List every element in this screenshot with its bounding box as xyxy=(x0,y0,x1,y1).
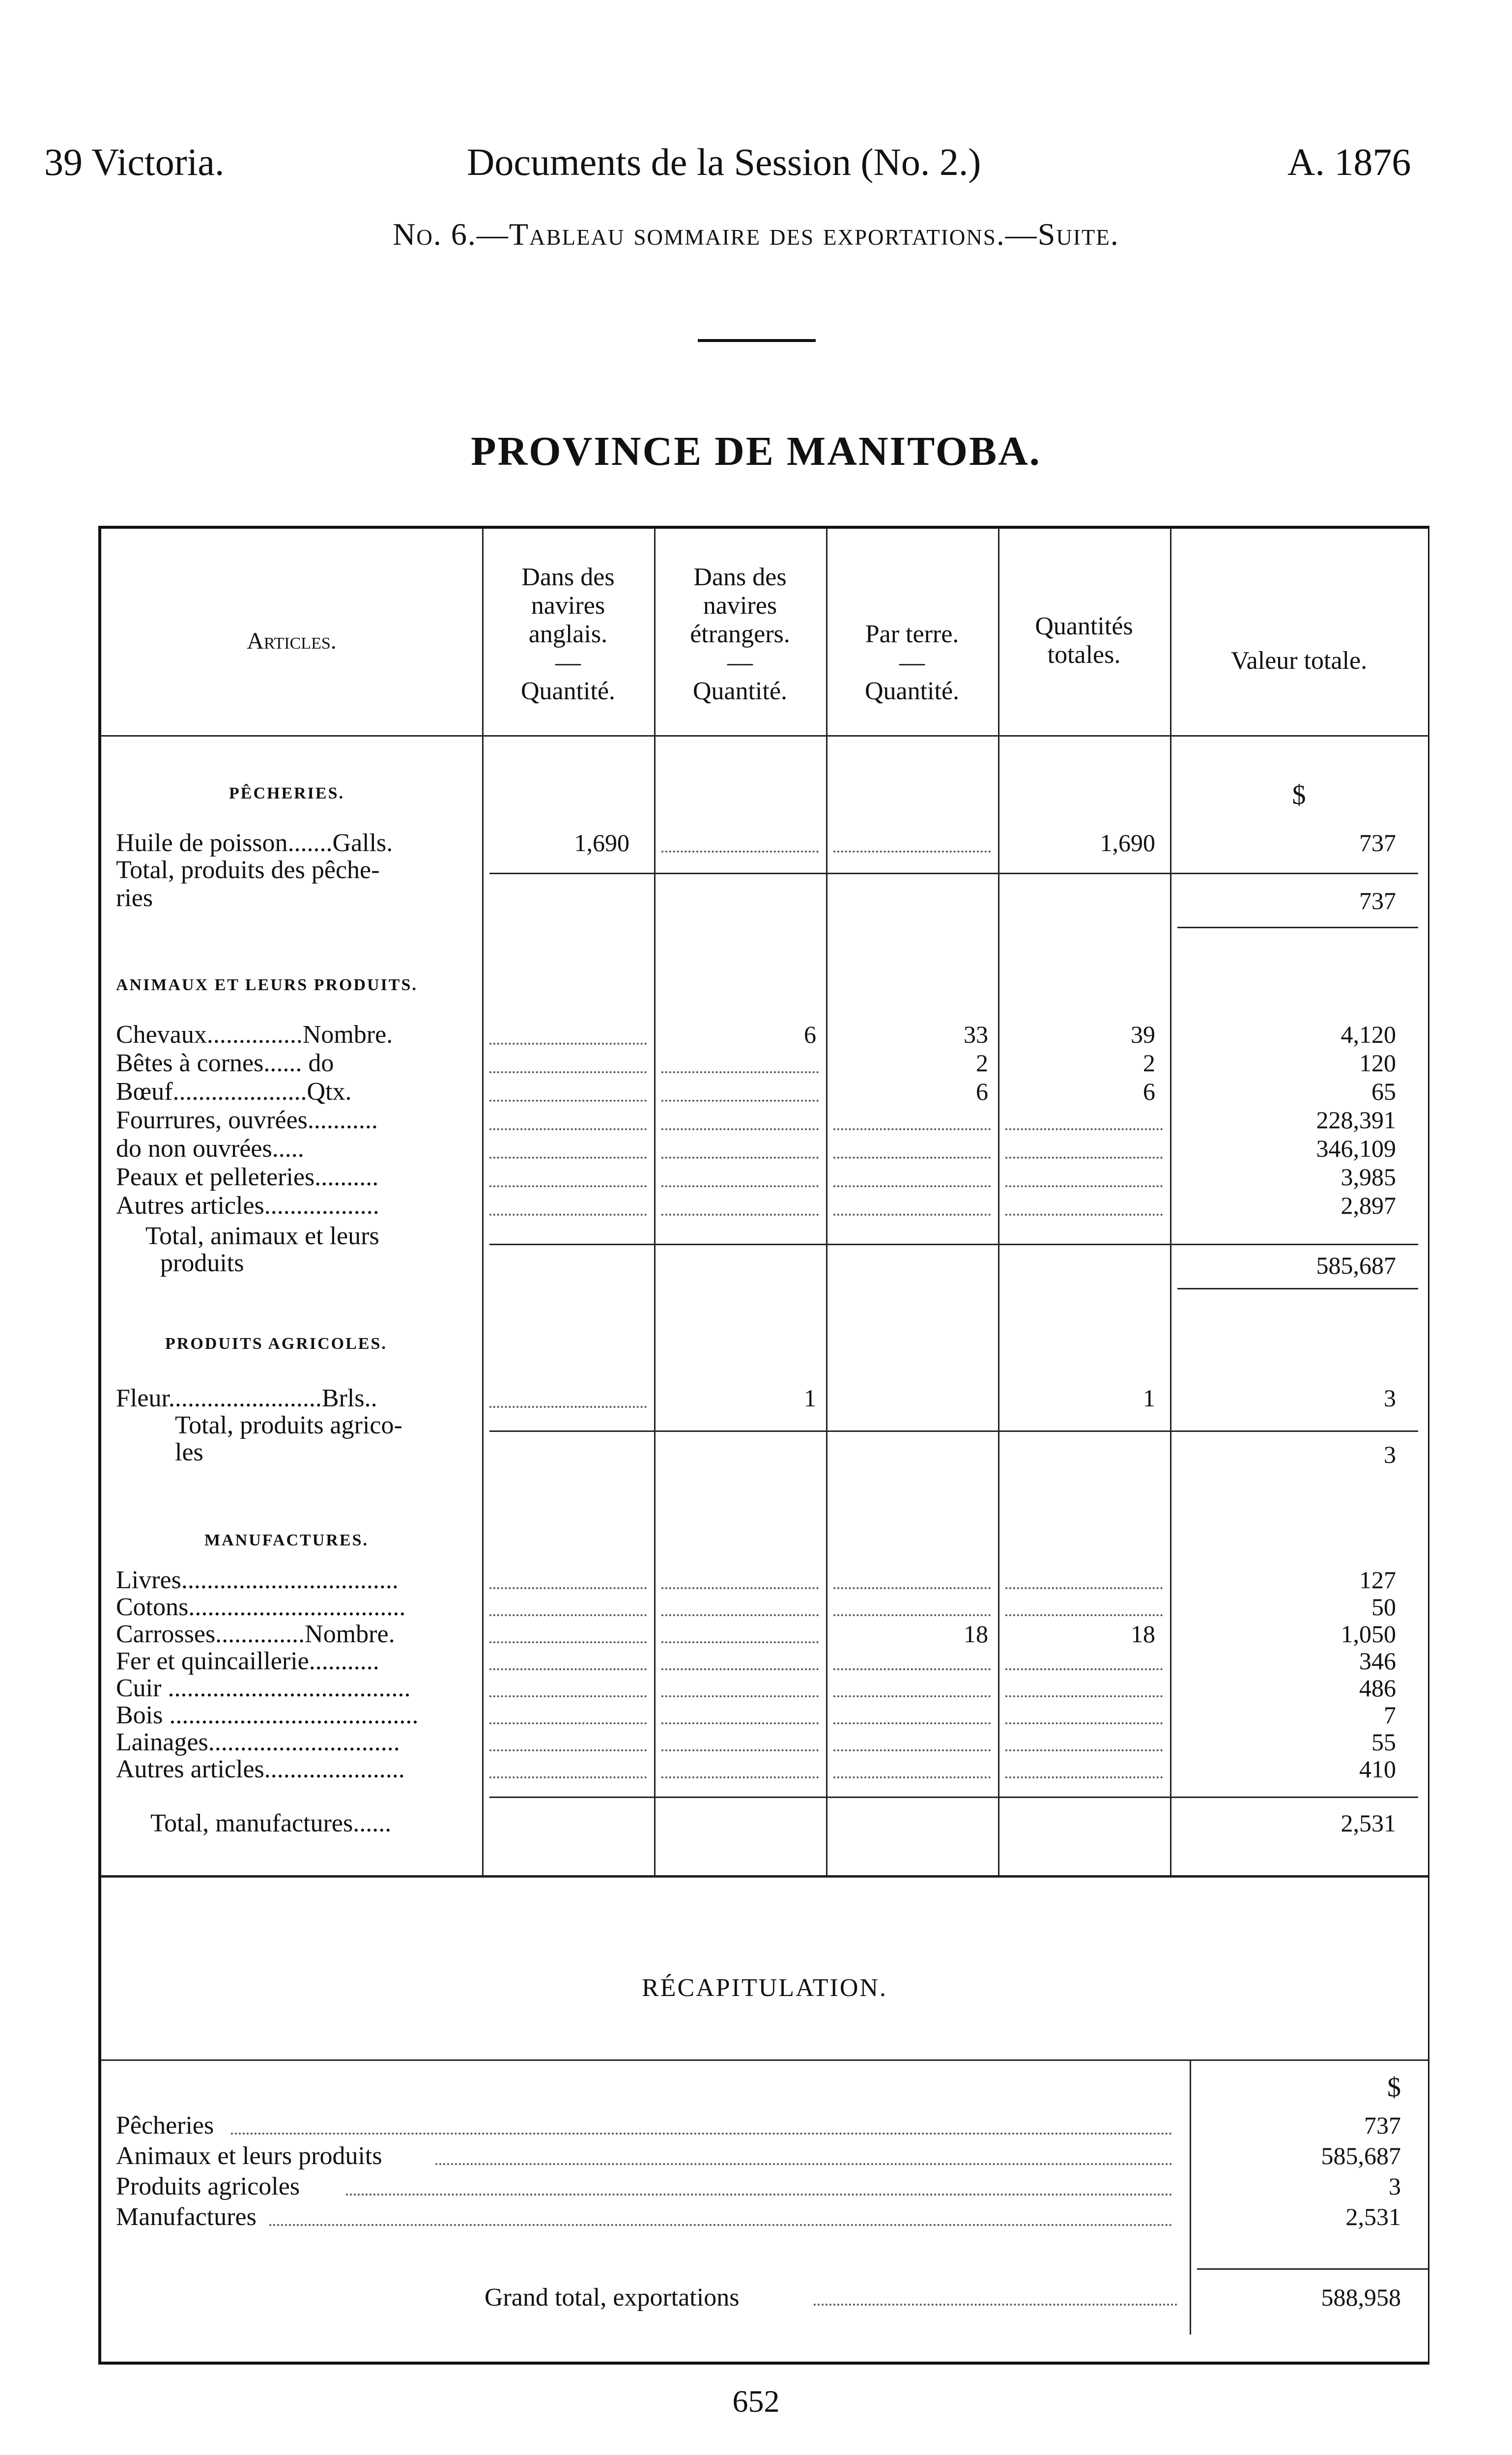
dot-leader xyxy=(1005,1128,1163,1130)
col-header-anglais-line3: anglais. xyxy=(528,620,608,648)
table-cell-total: 6 xyxy=(1143,1078,1155,1105)
dot-leader xyxy=(661,1776,819,1778)
table-cell-total: 39 xyxy=(1131,1021,1155,1048)
dot-leader xyxy=(1005,1776,1163,1778)
table-cell-etrangers: 6 xyxy=(804,1021,816,1048)
dot-leader xyxy=(1005,1185,1163,1187)
table-row-label: do non ouvrées..... xyxy=(116,1135,304,1163)
table-row-label: Lainages.............................. xyxy=(116,1728,400,1756)
recap-row-valeur: 737 xyxy=(1364,2112,1401,2139)
dot-leader xyxy=(661,1641,819,1643)
dot-leader xyxy=(489,1071,647,1073)
table-cell-total: 2 xyxy=(1143,1049,1155,1077)
table-row-label: Bêtes à cornes...... do xyxy=(116,1049,334,1077)
row-total-agricoles-label2: les xyxy=(175,1438,203,1466)
dot-leader xyxy=(833,1749,991,1751)
dot-leader xyxy=(661,1157,819,1159)
table-cell-valeur: 7 xyxy=(1384,1701,1396,1729)
table-row-label: Carrosses..............Nombre. xyxy=(116,1620,395,1648)
col-header-anglais-line1: Dans des xyxy=(521,563,615,591)
col-header-anglais-line2: navires xyxy=(531,592,605,620)
recap-row-label: Pêcheries xyxy=(116,2112,214,2140)
dot-leader xyxy=(833,1614,991,1616)
dot-leader xyxy=(661,1587,819,1589)
province-title: PROVINCE DE MANITOBA. xyxy=(471,428,1041,474)
dot-leader xyxy=(661,1749,819,1751)
dot-leader xyxy=(661,1185,819,1187)
dot-leader xyxy=(1005,1587,1163,1589)
col-sep-1 xyxy=(482,529,484,1875)
table-row-label: Fer et quincaillerie........... xyxy=(116,1647,379,1675)
table-subtitle: No. 6.—Tableau sommaire des exportations.—Suite. xyxy=(393,217,1119,252)
dot-leader xyxy=(661,1128,819,1130)
table-cell-valeur: 346,109 xyxy=(1316,1135,1396,1162)
row-total-animaux-label1: Total, animaux et leurs xyxy=(145,1222,379,1250)
dot-leader xyxy=(269,2224,1172,2226)
recap-row-valeur: 2,531 xyxy=(1345,2203,1401,2230)
row-total-pecheries-label1: Total, produits des pêche- xyxy=(116,856,380,884)
table-cell-valeur: 346 xyxy=(1359,1647,1396,1675)
dot-leader xyxy=(1005,1614,1163,1616)
dot-leader xyxy=(1005,1668,1163,1670)
table-cell-valeur: 410 xyxy=(1359,1755,1396,1783)
export-table xyxy=(98,526,1429,2365)
dot-leader xyxy=(661,1071,819,1073)
col-header-totales-line2: totales. xyxy=(1047,641,1121,669)
dot-leader xyxy=(833,1128,991,1130)
dot-leader xyxy=(833,1776,991,1778)
row-huile-label: Huile de poisson.......Galls. xyxy=(116,829,393,857)
dot-leader xyxy=(1005,1695,1163,1697)
col-header-terre-qty: Quantité. xyxy=(864,677,960,705)
dot-leader xyxy=(231,2133,1172,2135)
col-header-terre-dash: — xyxy=(899,649,925,677)
sum-rule xyxy=(489,1430,1418,1432)
dot-leader xyxy=(814,2304,1177,2306)
table-row-label: Bœuf.....................Qtx. xyxy=(116,1078,352,1106)
col-sep-2 xyxy=(654,529,656,1875)
row-total-manufactures-label: Total, manufactures...... xyxy=(150,1809,392,1837)
section-pecheries: PÊCHERIES. xyxy=(229,784,344,802)
dot-leader xyxy=(661,1722,819,1724)
table-row-label: Livres.................................. xyxy=(116,1566,399,1594)
recap-row-label: Manufactures xyxy=(116,2203,257,2231)
row-total-manufactures-valeur: 2,531 xyxy=(1341,1809,1396,1837)
dot-leader xyxy=(833,1157,991,1159)
table-cell-valeur: 120 xyxy=(1359,1049,1396,1077)
col-header-anglais xyxy=(482,563,654,706)
col-header-etrangers-line3: étrangers. xyxy=(690,620,790,648)
dot-leader xyxy=(489,1668,647,1670)
section-agricoles: PRODUITS AGRICOLES. xyxy=(165,1335,387,1353)
table-cell-valeur: 4,120 xyxy=(1341,1021,1396,1048)
table-cell-valeur: 2,897 xyxy=(1341,1192,1396,1219)
dot-leader xyxy=(833,1214,991,1216)
section-animaux: ANIMAUX ET LEURS PRODUITS. xyxy=(116,976,418,994)
dot-leader xyxy=(489,1406,647,1408)
row-total-animaux-label2: produits xyxy=(160,1249,244,1277)
header-right: A. 1876 xyxy=(1287,141,1411,183)
col-header-etrangers-line2: navires xyxy=(703,592,777,620)
dot-leader xyxy=(489,1587,647,1589)
dot-leader xyxy=(1005,1157,1163,1159)
sum-rule xyxy=(1197,2268,1428,2270)
dot-leader xyxy=(833,1722,991,1724)
dot-leader xyxy=(833,1668,991,1670)
table-row-label: Bois ....................................... xyxy=(116,1701,419,1729)
col-sep-4 xyxy=(998,529,999,1875)
dot-leader xyxy=(489,1214,647,1216)
dot-leader xyxy=(346,2194,1172,2196)
row-total-pecheries-valeur: 737 xyxy=(1359,887,1396,914)
table-cell-terre: 18 xyxy=(964,1620,988,1648)
recap-row-valeur: 3 xyxy=(1389,2172,1401,2200)
col-header-anglais-dash: — xyxy=(555,649,581,677)
recap-dollar: $ xyxy=(1387,2072,1401,2103)
recap-grand-label: Grand total, exportations xyxy=(485,2284,740,2312)
sum-rule xyxy=(489,1244,1418,1245)
table-row-label: Cuir ...................................... xyxy=(116,1674,411,1702)
dot-leader xyxy=(661,1695,819,1697)
dot-leader xyxy=(489,1043,647,1045)
sum-rule xyxy=(1177,927,1418,928)
dot-leader xyxy=(661,851,819,853)
dot-leader xyxy=(489,1128,647,1130)
table-cell-valeur: 55 xyxy=(1371,1728,1396,1756)
dot-leader xyxy=(489,1100,647,1102)
dot-leader xyxy=(489,1157,647,1159)
dot-leader xyxy=(489,1185,647,1187)
col-header-totales xyxy=(998,612,1170,669)
col-header-etrangers-line1: Dans des xyxy=(693,563,787,591)
table-cell-terre: 6 xyxy=(976,1078,988,1105)
row-total-animaux-valeur: 585,687 xyxy=(1316,1252,1396,1279)
table-cell-valeur: 228,391 xyxy=(1316,1106,1396,1134)
dot-leader xyxy=(1005,1722,1163,1724)
col-sep-3 xyxy=(826,529,827,1875)
header-center: Documents de la Session (No. 2.) xyxy=(467,141,981,183)
recap-grand-valeur: 588,958 xyxy=(1321,2284,1401,2311)
table-cell-terre: 2 xyxy=(976,1049,988,1077)
table-cell-terre: 33 xyxy=(964,1021,988,1048)
recap-rule xyxy=(101,2059,1428,2061)
table-row-label: Autres articles...................... xyxy=(116,1755,405,1783)
row-fleur-valeur: 3 xyxy=(1384,1384,1396,1412)
dot-leader xyxy=(489,1776,647,1778)
col-header-articles: Articles. xyxy=(247,628,337,654)
sum-rule xyxy=(1177,1288,1418,1289)
recap-row-valeur: 585,687 xyxy=(1321,2142,1401,2170)
row-total-agricoles-valeur: 3 xyxy=(1384,1441,1396,1468)
row-huile-total: 1,690 xyxy=(1100,829,1155,856)
dot-leader xyxy=(435,2163,1172,2165)
recap-top-rule xyxy=(101,1875,1428,1878)
recap-title: RÉCAPITULATION. xyxy=(642,1974,887,2002)
dot-leader xyxy=(661,1214,819,1216)
recap-row-label: Animaux et leurs produits xyxy=(116,2142,382,2170)
table-cell-valeur: 486 xyxy=(1359,1674,1396,1702)
col-header-anglais-qty: Quantité. xyxy=(520,677,616,705)
table-row-label: Chevaux...............Nombre. xyxy=(116,1021,393,1049)
dot-leader xyxy=(489,1614,647,1616)
row-fleur-etrangers: 1 xyxy=(804,1384,816,1412)
dot-leader xyxy=(661,1614,819,1616)
dot-leader xyxy=(833,1587,991,1589)
table-cell-valeur: 1,050 xyxy=(1341,1620,1396,1648)
col-header-terre xyxy=(826,620,998,706)
dollar-sign: $ xyxy=(1292,780,1306,810)
dot-leader xyxy=(661,1100,819,1102)
dot-leader xyxy=(1005,1749,1163,1751)
table-row-label: Peaux et pelleteries.......... xyxy=(116,1163,379,1191)
col-header-valeur: Valeur totale. xyxy=(1230,647,1368,675)
col-header-totales-line1: Quantités xyxy=(1035,612,1133,640)
header-left: 39 Victoria. xyxy=(44,141,225,183)
table-cell-valeur: 127 xyxy=(1359,1566,1396,1594)
col-header-etrangers-dash: — xyxy=(727,649,753,677)
sum-rule xyxy=(489,873,1418,874)
dot-leader xyxy=(489,1695,647,1697)
col-header-etrangers xyxy=(654,563,826,706)
col-header-terre-line1: Par terre. xyxy=(865,620,959,648)
row-huile-valeur: 737 xyxy=(1359,829,1396,856)
row-fleur-label: Fleur........................Brls.. xyxy=(116,1384,377,1412)
table-row-label: Cotons.................................. xyxy=(116,1593,406,1621)
header-rule xyxy=(101,735,1428,737)
dot-leader xyxy=(833,1695,991,1697)
sum-rule xyxy=(489,1797,1418,1798)
section-manufactures: MANUFACTURES. xyxy=(204,1531,369,1549)
page-number: 652 xyxy=(732,2384,780,2419)
dot-leader xyxy=(833,851,991,853)
dot-leader xyxy=(661,1668,819,1670)
table-cell-valeur: 50 xyxy=(1371,1593,1396,1621)
table-row-label: Autres articles.................. xyxy=(116,1192,379,1220)
table-cell-valeur: 65 xyxy=(1371,1078,1396,1105)
table-row-label: Fourrures, ouvrées........... xyxy=(116,1106,378,1134)
row-total-pecheries-label2: ries xyxy=(116,884,153,912)
table-cell-valeur: 3,985 xyxy=(1341,1163,1396,1191)
divider xyxy=(698,339,816,342)
dot-leader xyxy=(1005,1214,1163,1216)
dot-leader xyxy=(489,1722,647,1724)
row-fleur-total: 1 xyxy=(1143,1384,1155,1412)
recap-row-label: Produits agricoles xyxy=(116,2172,300,2200)
row-total-agricoles-label1: Total, produits agrico- xyxy=(175,1411,402,1439)
col-header-etrangers-qty: Quantité. xyxy=(692,677,788,705)
dot-leader xyxy=(489,1749,647,1751)
row-huile-anglais: 1,690 xyxy=(574,829,629,856)
dot-leader xyxy=(489,1641,647,1643)
dot-leader xyxy=(833,1185,991,1187)
table-cell-total: 18 xyxy=(1131,1620,1155,1648)
